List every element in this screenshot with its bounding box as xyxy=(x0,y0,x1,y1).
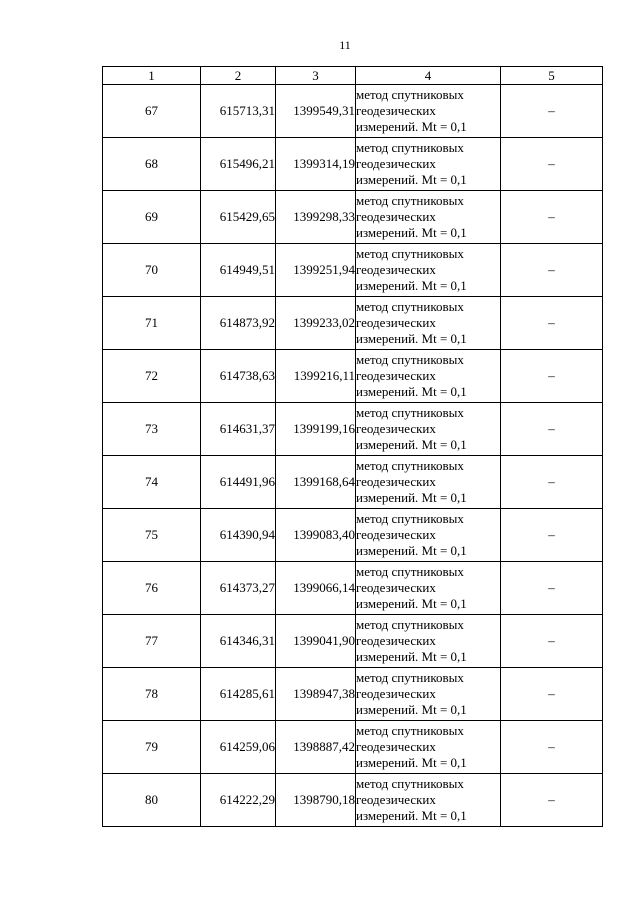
note-cell: – xyxy=(501,350,603,403)
method-cell: метод спутниковых геодезических измерений. Mt = 0,1 xyxy=(356,191,501,244)
coordinate-x-cell: 614285,61 xyxy=(201,668,276,721)
point-number-cell: 76 xyxy=(103,562,201,615)
coordinate-x-cell: 614491,96 xyxy=(201,456,276,509)
coordinate-y-cell: 1398790,18 xyxy=(276,774,356,827)
table-row xyxy=(103,562,603,615)
table-header-row xyxy=(103,67,603,85)
method-cell: метод спутниковых геодезических измерений. Mt = 0,1 xyxy=(356,562,501,615)
method-cell: метод спутниковых геодезических измерений. Mt = 0,1 xyxy=(356,350,501,403)
note-cell: – xyxy=(501,191,603,244)
coordinate-y-cell: 1399314,19 xyxy=(276,138,356,191)
point-number-cell: 78 xyxy=(103,668,201,721)
coordinate-y-cell: 1399066,14 xyxy=(276,562,356,615)
method-cell: метод спутниковых геодезических измерений. Mt = 0,1 xyxy=(356,297,501,350)
note-cell: – xyxy=(501,509,603,562)
table-row xyxy=(103,244,603,297)
method-cell: метод спутниковых геодезических измерений. Mt = 0,1 xyxy=(356,244,501,297)
point-number-cell: 75 xyxy=(103,509,201,562)
point-number-cell: 70 xyxy=(103,244,201,297)
coordinate-x-cell: 614949,51 xyxy=(201,244,276,297)
note-cell: – xyxy=(501,297,603,350)
coordinate-y-cell: 1399251,94 xyxy=(276,244,356,297)
column-header-4: 4 xyxy=(356,67,501,85)
method-cell: метод спутниковых геодезических измерений. Mt = 0,1 xyxy=(356,456,501,509)
table-row xyxy=(103,668,603,721)
table-row xyxy=(103,509,603,562)
note-cell: – xyxy=(501,85,603,138)
page-number: 11 xyxy=(339,38,351,52)
point-number-cell: 68 xyxy=(103,138,201,191)
method-cell: метод спутниковых геодезических измерений. Mt = 0,1 xyxy=(356,85,501,138)
coordinate-x-cell: 614373,27 xyxy=(201,562,276,615)
coordinate-y-cell: 1399041,90 xyxy=(276,615,356,668)
method-cell: метод спутниковых геодезических измерений. Mt = 0,1 xyxy=(356,403,501,456)
method-cell: метод спутниковых геодезических измерений. Mt = 0,1 xyxy=(356,615,501,668)
table-row xyxy=(103,191,603,244)
coordinate-x-cell: 614222,29 xyxy=(201,774,276,827)
coordinate-y-cell: 1399216,11 xyxy=(276,350,356,403)
table-body xyxy=(103,85,603,827)
note-cell: – xyxy=(501,668,603,721)
column-header-1: 1 xyxy=(103,67,201,85)
coordinate-x-cell: 614390,94 xyxy=(201,509,276,562)
table-row xyxy=(103,350,603,403)
note-cell: – xyxy=(501,403,603,456)
table-row xyxy=(103,456,603,509)
method-cell: метод спутниковых геодезических измерений. Mt = 0,1 xyxy=(356,509,501,562)
coordinate-x-cell: 614346,31 xyxy=(201,615,276,668)
method-cell: метод спутниковых геодезических измерений. Mt = 0,1 xyxy=(356,138,501,191)
table-row xyxy=(103,774,603,827)
method-cell: метод спутниковых геодезических измерений. Mt = 0,1 xyxy=(356,721,501,774)
point-number-cell: 73 xyxy=(103,403,201,456)
coordinate-x-cell: 615496,21 xyxy=(201,138,276,191)
method-cell: метод спутниковых геодезических измерений. Mt = 0,1 xyxy=(356,668,501,721)
coordinate-y-cell: 1398887,42 xyxy=(276,721,356,774)
note-cell: – xyxy=(501,774,603,827)
coordinate-y-cell: 1399233,02 xyxy=(276,297,356,350)
method-cell: метод спутниковых геодезических измерений. Mt = 0,1 xyxy=(356,774,501,827)
coordinate-y-cell: 1399199,16 xyxy=(276,403,356,456)
coordinate-x-cell: 614738,63 xyxy=(201,350,276,403)
point-number-cell: 74 xyxy=(103,456,201,509)
table-row xyxy=(103,615,603,668)
note-cell: – xyxy=(501,456,603,509)
coordinate-x-cell: 615713,31 xyxy=(201,85,276,138)
point-number-cell: 67 xyxy=(103,85,201,138)
coordinate-x-cell: 615429,65 xyxy=(201,191,276,244)
coordinate-y-cell: 1399298,33 xyxy=(276,191,356,244)
point-number-cell: 79 xyxy=(103,721,201,774)
point-number-cell: 80 xyxy=(103,774,201,827)
point-number-cell: 72 xyxy=(103,350,201,403)
note-cell: – xyxy=(501,615,603,668)
note-cell: – xyxy=(501,562,603,615)
column-header-2: 2 xyxy=(201,67,276,85)
coordinates-table xyxy=(102,66,603,827)
column-header-5: 5 xyxy=(501,67,603,85)
coordinate-y-cell: 1399549,31 xyxy=(276,85,356,138)
table-row xyxy=(103,85,603,138)
coordinate-y-cell: 1398947,38 xyxy=(276,668,356,721)
table-row xyxy=(103,403,603,456)
point-number-cell: 71 xyxy=(103,297,201,350)
point-number-cell: 77 xyxy=(103,615,201,668)
coordinate-y-cell: 1399083,40 xyxy=(276,509,356,562)
coordinate-x-cell: 614873,92 xyxy=(201,297,276,350)
note-cell: – xyxy=(501,244,603,297)
note-cell: – xyxy=(501,138,603,191)
column-header-3: 3 xyxy=(276,67,356,85)
note-cell: – xyxy=(501,721,603,774)
coordinate-y-cell: 1399168,64 xyxy=(276,456,356,509)
table-row xyxy=(103,721,603,774)
coordinate-x-cell: 614259,06 xyxy=(201,721,276,774)
table-row xyxy=(103,297,603,350)
coordinate-x-cell: 614631,37 xyxy=(201,403,276,456)
table-row xyxy=(103,138,603,191)
point-number-cell: 69 xyxy=(103,191,201,244)
